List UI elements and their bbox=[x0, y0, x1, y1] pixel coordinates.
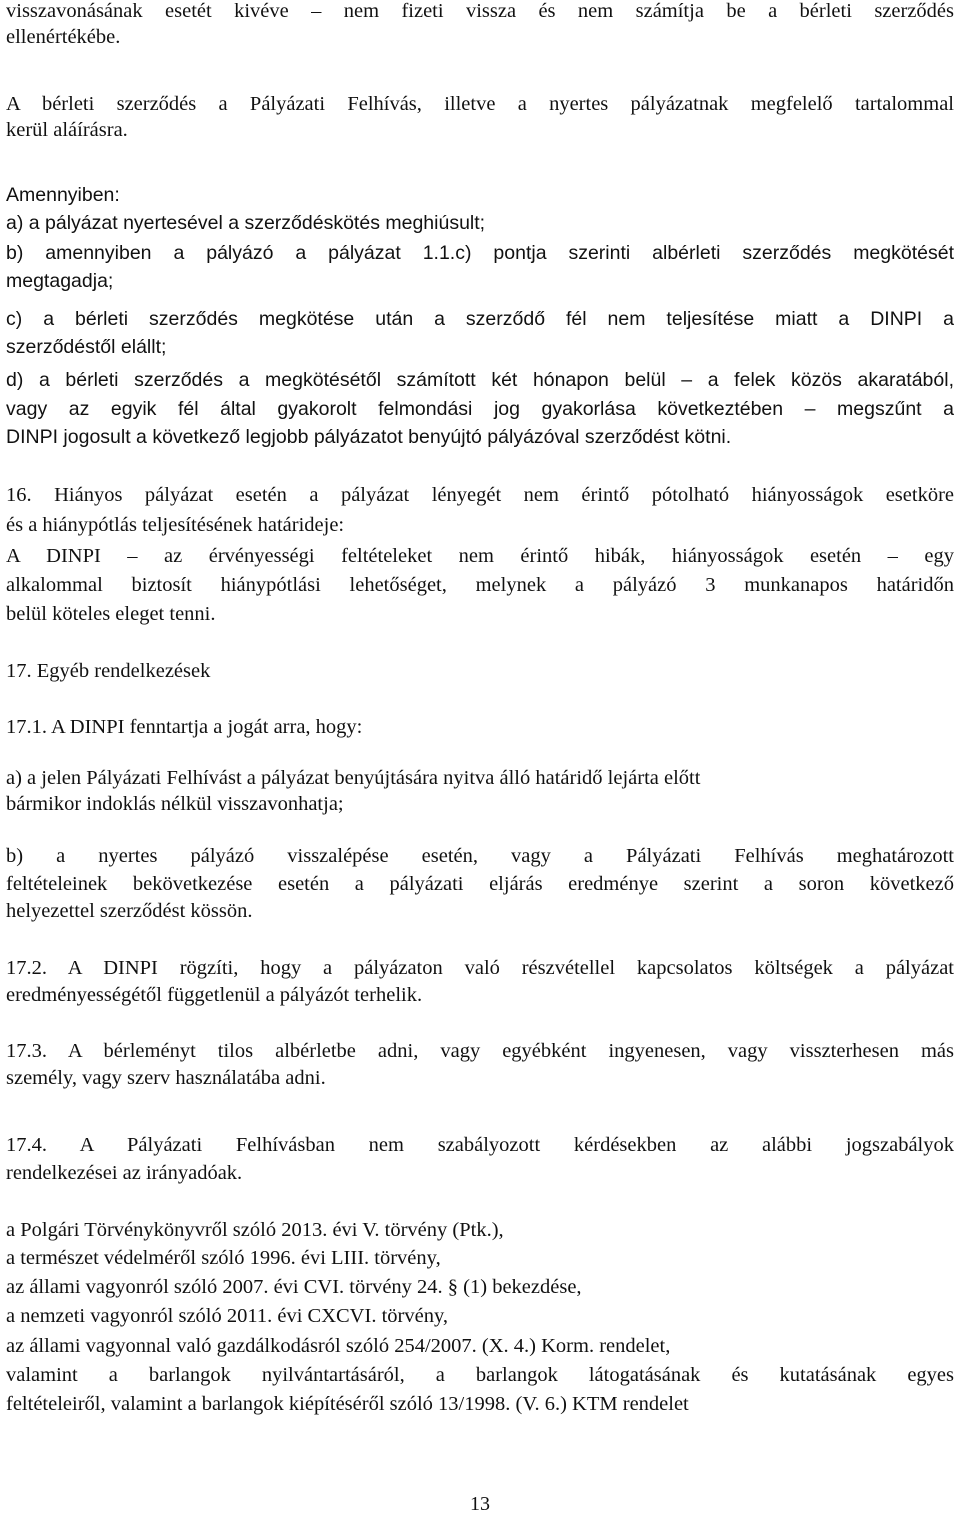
section-heading: 17. Egyéb rendelkezések bbox=[6, 660, 211, 682]
text-line: valamint a barlangok nyilvántartásáról, a barlangok látogatásának és kutatásának egyes bbox=[6, 1364, 954, 1386]
text-line: a) a pályázat nyertesével a szerződéskötés meghiúsult; bbox=[6, 212, 486, 234]
text-line: vagy az egyik fél által gyakorolt felmondási jog gyakorlása következtében – megszűnt a bbox=[6, 398, 954, 420]
text-line: b) a nyertes pályázó visszalépése esetén, vagy a Pályázati Felhívás meghatározott bbox=[6, 845, 954, 867]
text-line: alkalommal biztosít hiánypótlási lehetőséget, melynek a pályázó 3 munkanapos határidőn bbox=[6, 574, 954, 596]
text-line: A bérleti szerződés a Pályázati Felhívás, illetve a nyertes pályázatnak megfelelő tartalommal bbox=[6, 93, 954, 115]
text-line: 17.3. A bérleményt tilos albérletbe adni, vagy egyébként ingyenesen, vagy visszterhesen más bbox=[6, 1040, 954, 1062]
text-line: eredményességétől függetlenül a pályázót terhelik. bbox=[6, 984, 423, 1006]
text-line: 17.2. A DINPI rögzíti, hogy a pályázaton való részvétellel kapcsolatos költségek a pályázat bbox=[6, 957, 954, 979]
text-line: ellenértékébe. bbox=[6, 26, 121, 48]
text-line: a) a jelen Pályázati Felhívást a pályázat benyújtására nyitva álló határidő lejárta előtt bbox=[6, 767, 701, 789]
text-line: helyezettel szerződést kössön. bbox=[6, 900, 253, 922]
text-line: a Polgári Törvénykönyvről szóló 2013. évi V. törvény (Ptk.), bbox=[6, 1219, 504, 1241]
text-line: belül köteles eleget tenni. bbox=[6, 603, 216, 625]
text-line: 16. Hiányos pályázat esetén a pályázat lényegét nem érintő pótolható hiányosságok esetköre bbox=[6, 484, 954, 506]
text-line: feltételeinek bekövetkezése esetén a pályázati eljárás eredménye szerint a soron következő bbox=[6, 873, 954, 895]
text-line: a természet védelméről szóló 1996. évi LIII. törvény, bbox=[6, 1247, 441, 1269]
text-line: megtagadja; bbox=[6, 270, 114, 292]
text-line: DINPI jogosult a következő legjobb pályázatot benyújtó pályázóval szerződést kötni. bbox=[6, 426, 732, 448]
text-line: az állami vagyonról szóló 2007. évi CVI. törvény 24. § (1) bekezdése, bbox=[6, 1276, 582, 1298]
text-line: b) amennyiben a pályázó a pályázat 1.1.c) pontja szerinti albérleti szerződés megkötését bbox=[6, 242, 954, 264]
text-line: 17.1. A DINPI fenntartja a jogát arra, hogy: bbox=[6, 716, 363, 738]
text-line: személy, vagy szerv használatába adni. bbox=[6, 1067, 326, 1089]
text-line: d) a bérleti szerződés a megkötésétől számított két hónapon belül – a felek közös akaratából, bbox=[6, 369, 954, 391]
text-line: a nemzeti vagyonról szóló 2011. évi CXCVI. törvény, bbox=[6, 1305, 448, 1327]
text-line: c) a bérleti szerződés megkötése után a szerződő fél nem teljesítése miatt a DINPI a bbox=[6, 308, 954, 330]
page-number: 13 bbox=[470, 1493, 490, 1515]
text-line: visszavonásának esetét kivéve – nem fizeti vissza és nem számítja be a bérleti szerződés bbox=[6, 0, 954, 22]
text-line: 17.4. A Pályázati Felhívásban nem szabályozott kérdésekben az alábbi jogszabályok bbox=[6, 1134, 954, 1156]
text-line: Amennyiben: bbox=[6, 184, 120, 206]
text-line: A DINPI – az érvényességi feltételeket nem érintő hibák, hiányosságok esetén – egy bbox=[6, 545, 954, 567]
text-line: és a hiánypótlás teljesítésének határideje: bbox=[6, 514, 345, 536]
text-line: feltételeiről, valamint a barlangok kiépítéséről szóló 13/1998. (V. 6.) KTM rendelet bbox=[6, 1393, 689, 1415]
text-line: szerződéstől elállt; bbox=[6, 336, 167, 358]
text-line: az állami vagyonnal való gazdálkodásról szóló 254/2007. (X. 4.) Korm. rendelet, bbox=[6, 1335, 671, 1357]
text-line: bármikor indoklás nélkül visszavonhatja; bbox=[6, 793, 344, 815]
text-line: rendelkezései az irányadóak. bbox=[6, 1162, 243, 1184]
text-line: kerül aláírásra. bbox=[6, 119, 128, 141]
